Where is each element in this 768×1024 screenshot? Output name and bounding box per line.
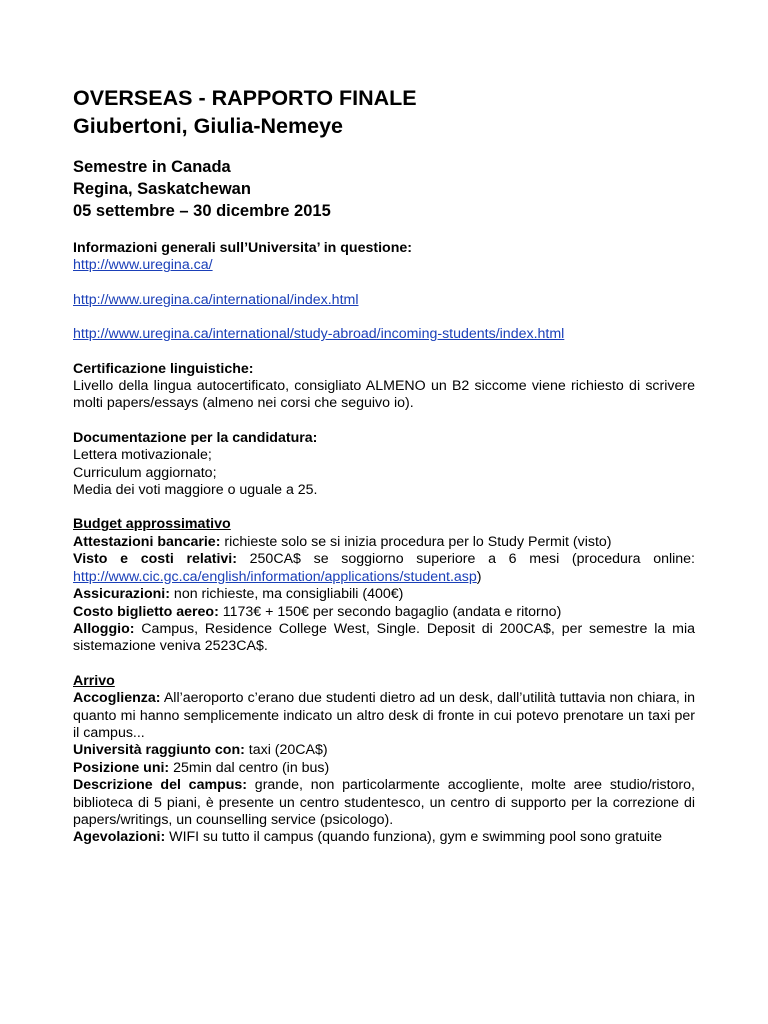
arrival-section — [73, 673, 695, 847]
university-info-heading: Informazioni generali sull’Universita’ in questione: — [73, 240, 412, 256]
budget-heading: Budget approssimativo — [73, 516, 231, 533]
program-title: Semestre in Canada — [73, 158, 231, 176]
welcome-text: All’aeroporto c’erano due studenti dietro ad un desk, dall’utilità tuttavia non chiara, in quanto mi hanno semplicemente indicato un altro desk di fronte in cui potevo prenotare un taxi per il campus... — [73, 690, 695, 741]
arrival-heading: Arrivo — [73, 672, 115, 689]
document-body — [73, 84, 695, 864]
student-name: Giubertoni, Giulia-Nemeye — [73, 114, 343, 138]
language-heading: Certificazione linguistiche: — [73, 360, 254, 377]
reached-row — [73, 742, 695, 759]
insurance-label: Assicurazioni: — [73, 586, 170, 603]
position-text: 25min dal centro (in bus) — [169, 759, 330, 776]
position-label: Posizione uni: — [73, 759, 170, 776]
insurance-text: non richieste, ma consigliabili (400€) — [169, 586, 404, 603]
incoming-students-link[interactable]: http://www.uregina.ca/international/study-abroad/incoming-students/index.html — [73, 326, 565, 343]
flight-label: Costo biglietto aereo: — [73, 603, 219, 620]
report-title: OVERSEAS - RAPPORTO FINALE — [73, 86, 417, 110]
university-home-link[interactable]: http://www.uregina.ca/ — [73, 257, 213, 274]
benefits-text: WIFI su tutto il campus (quando funziona), gym e swimming pool sono gratuite — [165, 829, 663, 846]
title-block — [73, 84, 695, 140]
reached-text: taxi (20CA$) — [244, 742, 328, 759]
welcome-label: Accoglienza: — [73, 690, 161, 707]
position-row — [73, 760, 695, 777]
bank-text: richieste solo se si inizia procedura per lo Study Permit (visto) — [220, 533, 612, 550]
benefits-row — [73, 829, 695, 846]
documentation-heading: Documentazione per la candidatura: — [73, 429, 318, 446]
insurance-row — [73, 586, 695, 603]
housing-text: Campus, Residence College West, Single. Deposit di 200CA$, per semestre la mia sistemazione veniva 2523CA$. — [73, 620, 695, 655]
visa-application-link[interactable]: http://www.cic.gc.ca/english/information/applications/student.asp — [73, 568, 477, 585]
documentation-item: Media dei voti maggiore o uguale a 25. — [73, 482, 318, 499]
campus-text: grande, non particolarmente accogliente, molte aree studio/ristoro, biblioteca di 5 piani, è presente un centro studentesco, un centro di supporto per la correzione di papers/writings, un counselling service (psicologo). — [73, 777, 695, 828]
visa-close: ) — [476, 568, 482, 585]
visa-row — [73, 551, 695, 568]
bank-row — [73, 534, 695, 551]
flight-row — [73, 604, 695, 621]
campus-row — [73, 777, 695, 829]
university-info-section — [73, 240, 695, 344]
documentation-item: Curriculum aggiornato; — [73, 464, 217, 481]
bank-label: Attestazioni bancarie: — [73, 533, 221, 550]
program-dates: 05 settembre – 30 dicembre 2015 — [73, 202, 331, 220]
benefits-label: Agevolazioni: — [73, 829, 166, 846]
reached-label: Università raggiunto con: — [73, 742, 245, 759]
visa-label: Visto e costi relativi: — [73, 551, 237, 568]
language-section — [73, 361, 695, 413]
international-link[interactable]: http://www.uregina.ca/international/index.html — [73, 291, 359, 308]
visa-text: 250CA$ se soggiorno superiore a 6 mesi (procedura online: — [236, 551, 696, 568]
housing-row — [73, 621, 695, 656]
program-block — [73, 156, 695, 222]
documentation-item: Lettera motivazionale; — [73, 447, 212, 464]
campus-label: Descrizione del campus: — [73, 777, 248, 794]
documentation-section — [73, 430, 695, 500]
housing-label: Alloggio: — [73, 620, 135, 637]
budget-section — [73, 516, 695, 655]
flight-text: 1173€ + 150€ per secondo bagaglio (andata e ritorno) — [218, 603, 562, 620]
language-text: Livello della lingua autocertificato, consigliato ALMENO un B2 siccome viene richiesto di scrivere molti papers/essays (almeno nei corsi che seguivo io). — [73, 378, 695, 412]
welcome-row — [73, 690, 695, 742]
visa-link-row — [73, 569, 695, 586]
program-city: Regina, Saskatchewan — [73, 180, 251, 198]
